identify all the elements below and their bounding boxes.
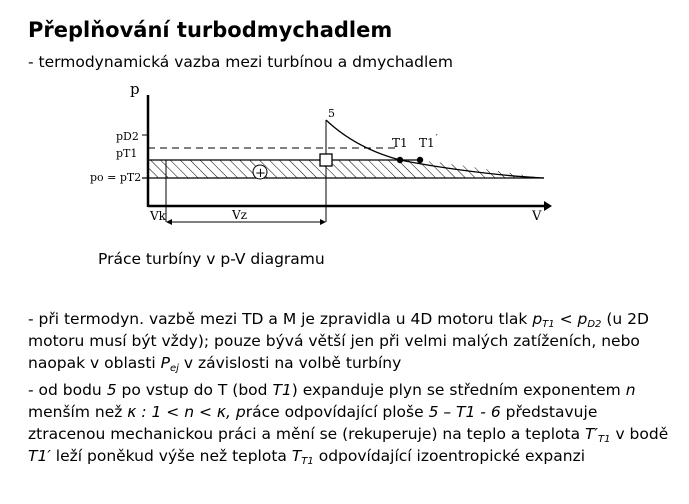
page-title: Přeplňování turbodmychadlem	[28, 18, 393, 42]
label-vz: Vz	[232, 208, 247, 222]
diagram-caption: Práce turbíny v p-V diagramu	[98, 250, 325, 268]
vz-arrow-left	[166, 219, 172, 225]
point-6-square	[320, 154, 332, 166]
label-pt1: pT1	[116, 147, 138, 160]
label-pd2: pD2	[116, 130, 139, 143]
paragraph-1: - při termodyn. vazbě mezi TD a M je zpravidla u 4D motoru tlak $p_{T1} < p_{D2}$ (u 2D motoru musí být vždy); pouze bývá větší jen při velmi malých zatíženích, nebo naopak v oblasti $P_{ej}$ v závislosti na volbě turbíny	[28, 310, 649, 374]
axis-v-label: V	[532, 209, 542, 224]
axis-p-label: p	[130, 80, 140, 98]
plus-sign: +	[255, 166, 266, 181]
label-t1: T1	[392, 136, 408, 150]
v-axis-arrow	[544, 201, 552, 211]
subtitle: - termodynamická vazba mezi turbínou a dmychadlem	[28, 53, 453, 71]
vz-arrow-right	[320, 219, 326, 225]
label-vk: Vk	[150, 209, 166, 223]
point-t1	[397, 157, 403, 163]
label-point-5: 5	[328, 107, 335, 120]
label-t1-prime: T1′	[419, 134, 438, 150]
hatched-region-a	[148, 160, 326, 178]
label-po-pt2: po = pT2	[90, 171, 142, 184]
point-t1-prime	[417, 157, 423, 163]
paragraph-2: - od bodu 5 po vstup do T (bod T1) expanduje plyn se středním exponentem n menším než κ : 1 < n < κ, práce odpovídající ploše 5 – T1 - 6 představuje ztracenou mechanickou práci a mění se (rekuperuje) na teplo a teplota $T'_{T1}$ v bodě T1′ leží poněkud výše než teplota $T_{T1}$ odpovídající izoentropické expanzi	[28, 381, 669, 467]
